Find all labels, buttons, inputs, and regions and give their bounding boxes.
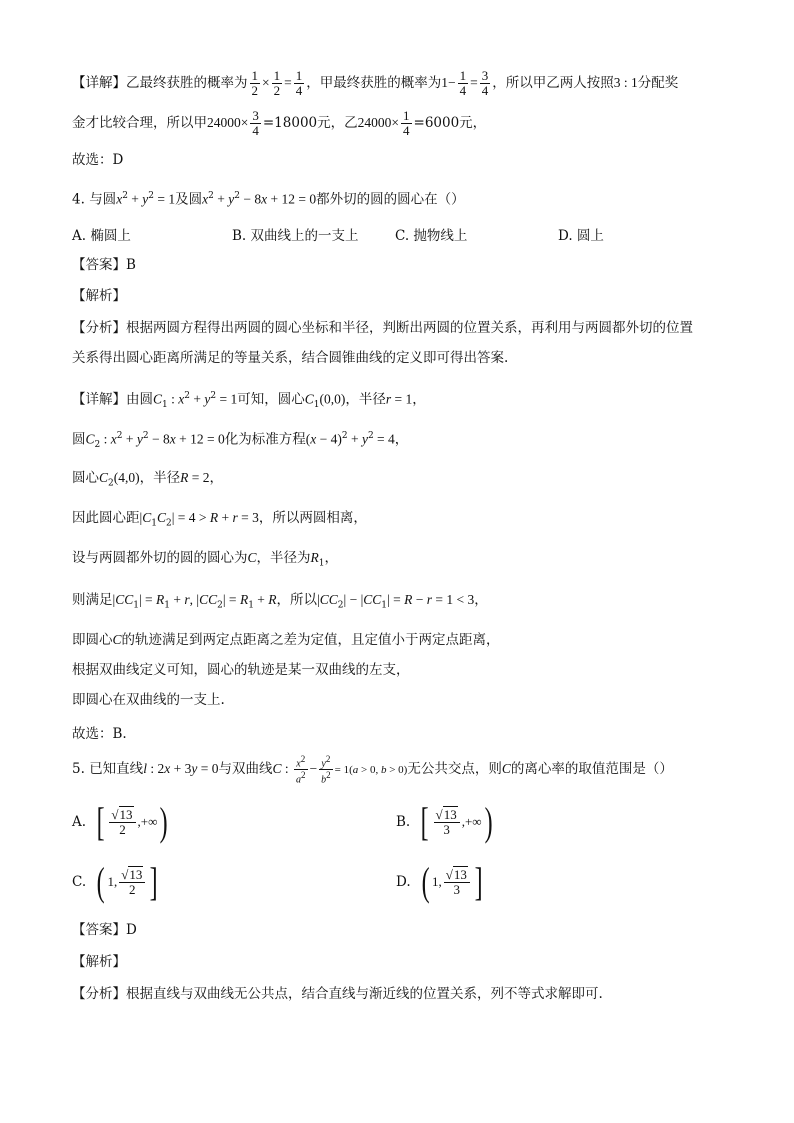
- q4-option-d[interactable]: D. 圆上: [558, 228, 604, 244]
- q5-option-d[interactable]: D. ( 1, $\frac{√13}{3}$ ]: [396, 859, 483, 904]
- q4-detail-1: 【详解】由圆$C_1$ : $x^2 + y^2 = 1$可知，圆心$C_1(0,0)$，半径r = 1，: [72, 391, 426, 411]
- prev-detail-line-2: 金才比较合理，所以甲24000× $\frac{3}{4}$ =18000元，乙24000× $\frac{1}{4}$ =6000元，: [72, 108, 487, 138]
- q5-option-b[interactable]: B. [ $\frac{√13}{3}$ , +∞ ): [396, 799, 493, 844]
- q4-choice: 故选：B.: [72, 726, 127, 742]
- q5-analysis-label: 【解析】: [72, 954, 126, 970]
- q5-answer: 【答案】D: [72, 922, 137, 938]
- q4-fenxi-1: 【分析】根据两圆方程得出两圆的圆心坐标和半径，判断出两圆的位置关系，再利用与两圆都外切的位置: [72, 320, 693, 336]
- q5-fenxi: 【分析】根据直线与双曲线无公共点，结合直线与渐近线的位置关系，列不等式求解即可.: [72, 986, 603, 1002]
- q4-detail-4: 因此圆心距$|C_1C_2| = 4 > R + r = 3$，所以两圆相离，: [72, 510, 367, 529]
- q4-fenxi-2: 关系得出圆心距离所满足的等量关系，结合圆锥曲线的定义即可得出答案.: [72, 350, 509, 366]
- q4-detail-2: 圆$C_2$ : $x^2 + y^2 - 8x + 12 = 0$化为标准方程$(x - 4)^2 + y^2 = 4$，: [72, 431, 409, 451]
- q4-option-b[interactable]: B. 双曲线上的一支上: [232, 228, 359, 244]
- q4-stem: 4. 与圆$x^2 + y^2 = 1$及圆$x^2 + y^2 - 8x + 12 = 0$都外切的圆的圆心在（）: [72, 191, 465, 208]
- q4-analysis-label: 【解析】: [72, 288, 126, 304]
- q4-option-c[interactable]: C. 抛物线上: [395, 228, 468, 244]
- q5-option-c[interactable]: C. ( 1, $\frac{√13}{2}$ ]: [72, 859, 159, 904]
- q4-detail-5: 设与两圆都外切的圆的圆心为C，半径为$R_1$，: [72, 550, 338, 569]
- q4-detail-8: 根据双曲线定义可知，圆心的轨迹是某一双曲线的左支，: [72, 662, 410, 678]
- q4-answer: 【答案】B: [72, 257, 136, 273]
- q4-detail-6: 则满足$|CC_1| = R_1 + r$, $|CC_2| = R_1 + R$，所以$|CC_2| - |CC_1| = R - r = 1 < 3$，: [72, 592, 488, 611]
- q4-detail-9: 即圆心在双曲线的一支上.: [72, 692, 225, 708]
- detail-label: 【详解】: [72, 75, 126, 91]
- prev-detail-line-1: 【详解】乙最终获胜的概率为 $\frac{1}{2}$ × $\frac{1}{2}$ = $\frac{1}{4}$ ，甲最终获胜的概率为1− $\frac{1}{4}$ = $\frac{3}{4}$ ，所以甲乙两人按照3 : 1分配奖: [72, 68, 679, 98]
- q4-detail-3: 圆心$C_2(4,0)$，半径R = 2，: [72, 470, 223, 489]
- q4-detail-7: 即圆心C的轨迹满足到两定点距离之差为定值，且定值小于两定点距离，: [72, 632, 500, 648]
- q5-option-a[interactable]: A. [ $\frac{√13}{2}$ , +∞ ): [72, 799, 169, 844]
- q4-option-a[interactable]: A. 椭圆上: [72, 228, 131, 244]
- q5-stem: 5. 已知直线l : 2x + 3y = 0与双曲线C : $\frac{x^2}{a^2}$ − $\frac{y^2}{b^2}$ = 1(a > 0, b > 0)无公共交点，则C的离心率的取值范围是（）: [72, 753, 673, 786]
- prev-choice: 故选：D: [72, 152, 124, 168]
